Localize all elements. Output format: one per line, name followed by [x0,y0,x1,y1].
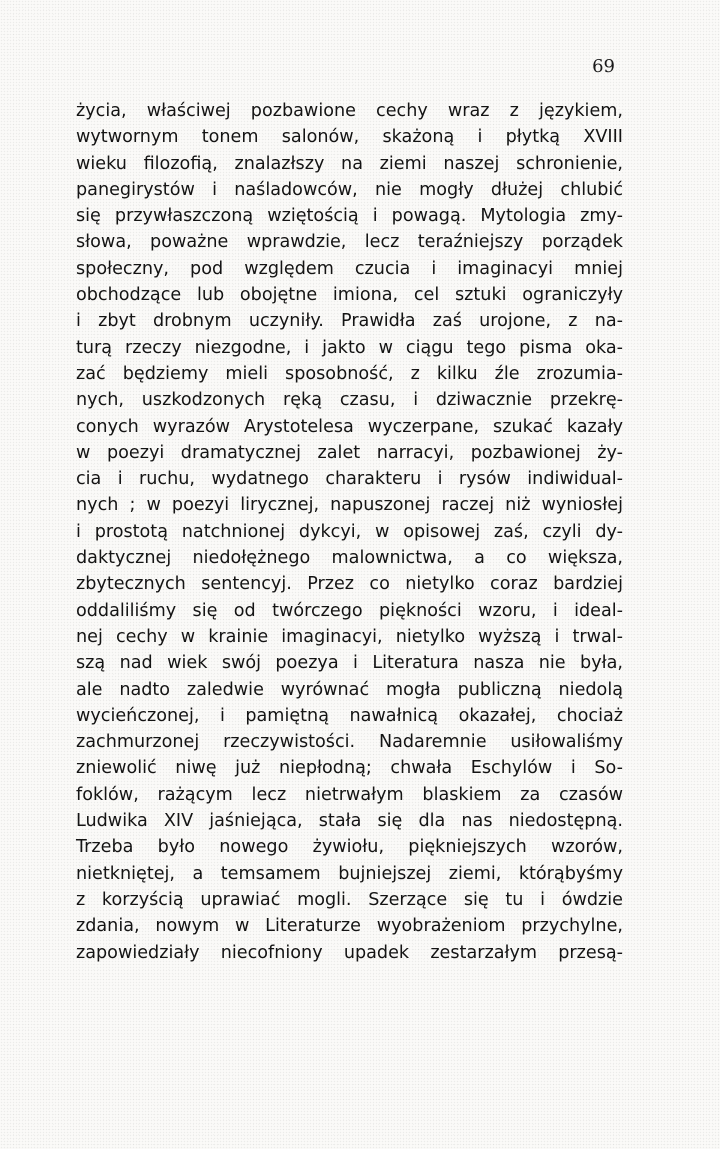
text-line: Ludwika XIV jaśniejąca, stała się dla nas niedostępną. [76,811,623,832]
text-line: życia, właściwej pozbawione cechy wraz z językiem, [76,101,623,121]
text-line: zbytecznych sentencyj. Przez co nietylko coraz bardziej [76,574,623,595]
text-line: nych ; w poezyi lirycznej, napuszonej raczej niż wyniosłej [76,495,623,516]
text-line: daktycznej niedołężnego malownictwa, a co większa, [76,548,623,569]
text-line: foklów, rażącym lecz nietrwałym blaskiem za czasów [76,784,623,805]
text-line: zniewolić niwę już niepłodną; chwała Eschylów i So- [76,758,623,779]
text-line: wycieńczonej, i pamiętną nawałnicą okazałej, chociaż [76,705,623,726]
text-line: wytwornym tonem salonów, skażoną i płytką XVIII [76,127,623,148]
text-line: zdania, nowym w Literaturze wyobrażeniom przychylne, [76,916,623,937]
text-line: cia i ruchu, wydatnego charakteru i rysów indiwidual- [76,469,623,490]
text-line: zapowiedziały niecofniony upadek zestarzałym przesą- [76,942,623,963]
text-line: zać będziemy mieli sposobność, z kilku źle zrozumia- [76,363,623,384]
text-line: turą rzeczy niezgodne, i jakto w ciągu tego pisma oka- [76,337,623,358]
text-line: wieku filozofią, znalazłszy na ziemi naszej schronienie, [76,153,623,174]
text-line: się przywłaszczoną wziętością i powagą. Mytologia zmy- [76,206,623,227]
text-line: nych, uszkodzonych ręką czasu, i dziwacznie przekrę- [76,390,623,411]
text-line: i prostotą natchnionej dykcyi, w opisowej zaś, czyli dy- [76,521,623,542]
text-line: conych wyrazów Arystotelesa wyczerpane, szukać kazały [76,416,623,437]
text-line: obchodzące lub obojętne imiona, cel sztuki ograniczyły [76,285,623,306]
text-line: szą nad wiek swój poezya i Literatura nasza nie była, [76,653,623,674]
text-line: nej cechy w krainie imaginacyi, nietylko wyższą i trwal- [76,626,623,647]
text-line: zachmurzonej rzeczywistości. Nadaremnie usiłowaliśmy [76,732,623,753]
text-line: nietkniętej, a temsamem bujniejszej ziemi, którąbyśmy [76,863,623,884]
text-line: słowa, poważne wprawdzie, lecz teraźniejszy porządek [76,232,623,253]
text-line: i zbyt drobnym uczyniły. Prawidła zaś urojone, z na- [76,311,623,332]
text-line: panegirystów i naśladowców, nie mogły dłużej chlubić [76,179,623,200]
body-text [76,98,623,966]
text-line: w poezyi dramatycznej zalet narracyi, pozbawionej ży- [76,442,623,463]
text-line: z korzyścią uprawiać mogli. Szerzące się tu i ówdzie [76,889,623,910]
text-line: oddaliliśmy się od twórczego piękności wzoru, i ideal- [76,600,623,621]
text-line: społeczny, pod względem czucia i imaginacyi mniej [76,258,623,279]
text-line: Trzeba było nowego żywiołu, piękniejszych wzorów, [76,837,623,858]
page-number: 69 [592,56,615,77]
text-line: ale nadto zaledwie wyrównać mogła publiczną niedolą [76,679,623,700]
